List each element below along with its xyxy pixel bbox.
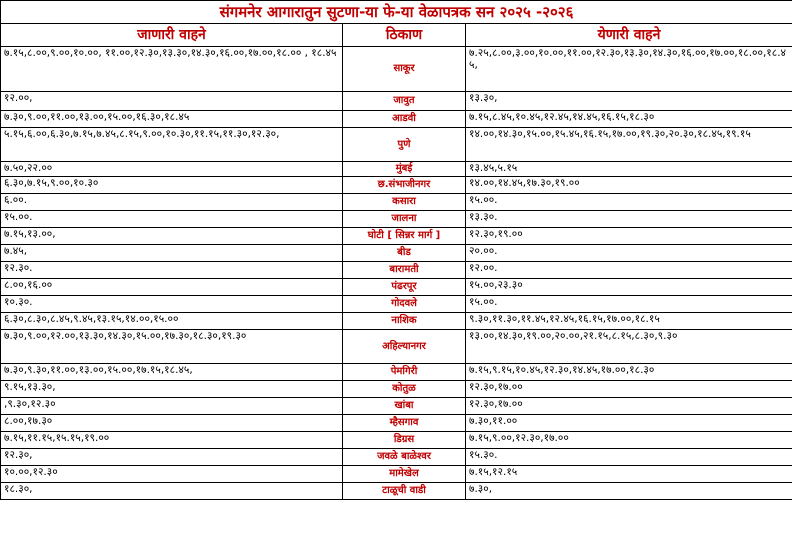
table-row [1, 211, 792, 228]
table-row [1, 364, 792, 381]
outgoing-times: ७.१५,११.१५,१५.१५,१९.०० [1, 432, 343, 449]
place-name: छ.संभाजीनगर [343, 177, 466, 194]
place-name: घोटी [ सिन्नर मार्ग ] [343, 228, 466, 245]
outgoing-times: ९.१५,१३.३०, [1, 381, 343, 398]
incoming-times: १४.००,१४.४५,१७.३०,१९.०० [466, 177, 792, 194]
table-row [1, 330, 792, 364]
outgoing-times: ६.००. [1, 194, 343, 211]
outgoing-times: ८.००,१६.०० [1, 279, 343, 296]
outgoing-times: ७.३०,९.००,११.००,१३.००,१५.००,१६.३०,१८.४५ [1, 111, 343, 128]
incoming-times: ७.१५,९.१५,१०.४५,१२.३०,१४.४५,१७.००,१८.३० [466, 364, 792, 381]
place-name: पुणे [343, 128, 466, 162]
incoming-times: ७.१५,९.००,१२.३०,१७.०० [466, 432, 792, 449]
table-row [1, 262, 792, 279]
table-row [1, 111, 792, 128]
outgoing-times: ,९.३०,१२.३० [1, 398, 343, 415]
outgoing-times: ६.३०,८.३०,८.४५,९.४५,१३.१५,१४.००,१५.०० [1, 313, 343, 330]
outgoing-times: ७.३०,९.३०,११.००,१३.००,१५.००,१७.१५,१८.४५, [1, 364, 343, 381]
incoming-times: १२.००. [466, 262, 792, 279]
place-name: मुंबई [343, 162, 466, 177]
place-name: बारामती [343, 262, 466, 279]
place-name: खांबा [343, 398, 466, 415]
incoming-header: येणारी वाहने [466, 24, 792, 47]
incoming-times: १२.३०,१७.०० [466, 398, 792, 415]
outgoing-times: १०.३०. [1, 296, 343, 313]
place-name: जालना [343, 211, 466, 228]
place-name: बीड [343, 245, 466, 262]
table-row [1, 47, 792, 92]
incoming-times: २०.००. [466, 245, 792, 262]
place-name: नाशिक [343, 313, 466, 330]
table-row [1, 381, 792, 398]
place-name: मामेखेल [343, 466, 466, 483]
place-name: म्हैसगाव [343, 415, 466, 432]
incoming-times: ७.३०, [466, 483, 792, 500]
place-name: जावुत [343, 92, 466, 111]
outgoing-times: ५.१५,६.००,६.३०,७.१५,७.४५,८.१५,९.००,१०.३०,११.१५,११.३०,१२.३०, [1, 128, 343, 162]
incoming-times: १२.३०,१७.०० [466, 381, 792, 398]
place-name: पंढरपूर [343, 279, 466, 296]
incoming-times: १३.३०, [466, 92, 792, 111]
place-name: डिग्रस [343, 432, 466, 449]
outgoing-times: १८.३०, [1, 483, 343, 500]
place-name: अहिल्यानगर [343, 330, 466, 364]
incoming-times: १३.३०. [466, 211, 792, 228]
place-name: जवळे बाळेश्वर [343, 449, 466, 466]
place-name: साकूर [343, 47, 466, 92]
table-row [1, 483, 792, 500]
incoming-times: १३.४५,५.१५ [466, 162, 792, 177]
incoming-times: ९.३०,११.३०,११.४५,१२.४५,१६.१५,१७.००,१८.१५ [466, 313, 792, 330]
table-row [1, 398, 792, 415]
table-row [1, 296, 792, 313]
outgoing-times: १५.००. [1, 211, 343, 228]
outgoing-times: ७.३०,९.००,१२.००,१३.३०,१४.३०,१५.००,१७.३०,१८.३०,१९.३० [1, 330, 343, 364]
incoming-times: १५.३०. [466, 449, 792, 466]
place-header: ठिकाण [343, 24, 466, 47]
outgoing-times: १०.००,१२.३० [1, 466, 343, 483]
table-row [1, 415, 792, 432]
outgoing-times: ७.४५, [1, 245, 343, 262]
table-row [1, 228, 792, 245]
place-name: आडवी [343, 111, 466, 128]
table-row [1, 128, 792, 162]
incoming-times: ७.३०,११.०० [466, 415, 792, 432]
outgoing-times: ६.३०,७.१५,९.००,१०.३० [1, 177, 343, 194]
place-name: पेमगिरी [343, 364, 466, 381]
incoming-times: १५.००,२३.३० [466, 279, 792, 296]
incoming-times: १५.००. [466, 194, 792, 211]
place-name: गोदवले [343, 296, 466, 313]
incoming-times: १३.००,१४.३०,१९.००,२०.००,२१.१५,८.१५,८.३०,९.३० [466, 330, 792, 364]
outgoing-times: ७.५०,२२.०० [1, 162, 343, 177]
outgoing-times: १२.३०. [1, 262, 343, 279]
table-row [1, 279, 792, 296]
table-row [1, 92, 792, 111]
page-title: संगमनेर आगारातुन सुटणा-या फे-या वेळापत्रक सन २०२५ -२०२६ [1, 1, 792, 24]
incoming-times: १४.००,१४.३०,१५.००,१५.४५,१६.१५,१७.००,१९.३०,२०.३०,१८.४५,१९.१५ [466, 128, 792, 162]
incoming-times: ७.२५,८.००,३.००,१०.००,११.००,१२.३०,१३.३०,१४.३०,१६.००,१७.००,१८.००,१८.४५, [466, 47, 792, 92]
place-name: टाळूची वाडी [343, 483, 466, 500]
table-row [1, 194, 792, 211]
table-row [1, 245, 792, 262]
table-row [1, 432, 792, 449]
incoming-times: ७.१५,१२.१५ [466, 466, 792, 483]
table-row [1, 177, 792, 194]
outgoing-times: ८.००,१७.३० [1, 415, 343, 432]
outgoing-header: जाणारी वाहने [1, 24, 343, 47]
outgoing-times: ७.१५,८.००,९.००,१०.००, ११.००,१२.३०,१३.३०,१४.३०,१६.००,१७.००,१८.०० , १८.४५ [1, 47, 343, 92]
incoming-times: ७.१५,८.४५,१०.४५,१२.४५,१४.४५,१६.१५,१८.३० [466, 111, 792, 128]
outgoing-times: १२.००, [1, 92, 343, 111]
place-name: कसारा [343, 194, 466, 211]
outgoing-times: ७.१५,१३.००, [1, 228, 343, 245]
incoming-times: १२.३०,१९.०० [466, 228, 792, 245]
place-name: कोतुळ [343, 381, 466, 398]
table-row [1, 162, 792, 177]
table-row [1, 466, 792, 483]
header-row [1, 24, 792, 47]
outgoing-times: १२.३०, [1, 449, 343, 466]
table-row [1, 449, 792, 466]
title-row [1, 1, 792, 24]
incoming-times: १५.००. [466, 296, 792, 313]
table-row [1, 313, 792, 330]
